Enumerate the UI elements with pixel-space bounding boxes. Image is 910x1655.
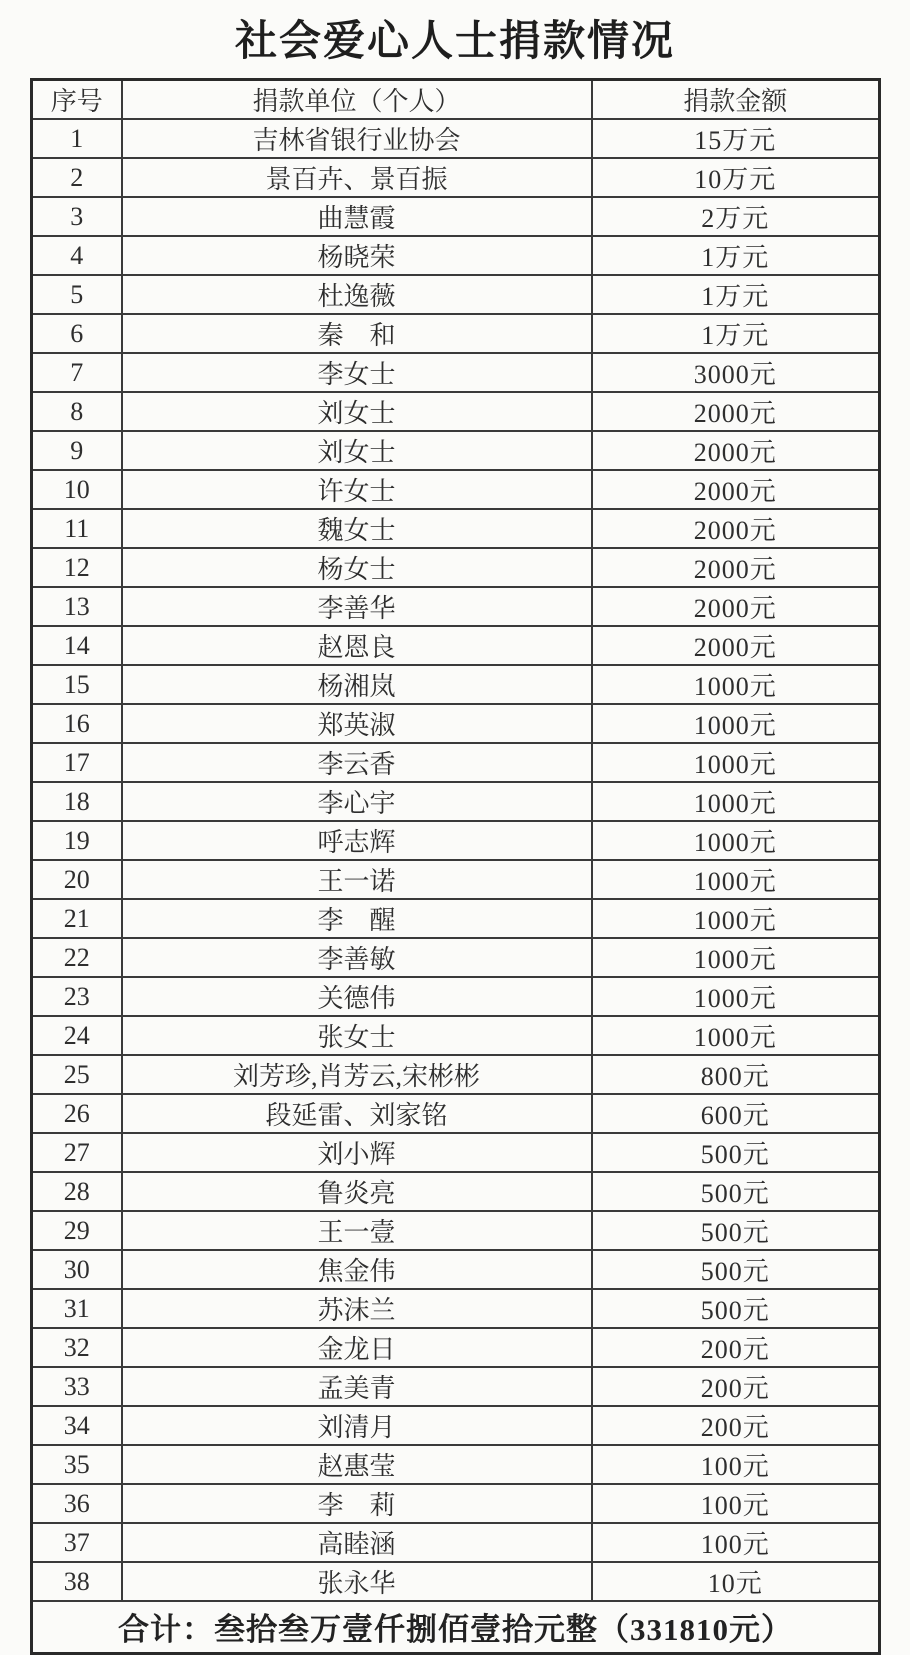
cell-donor: 王一诺	[122, 860, 592, 899]
cell-donor: 景百卉、景百振	[122, 158, 592, 197]
cell-serial-number: 31	[32, 1289, 122, 1328]
header-serial-number: 序号	[32, 80, 122, 120]
cell-serial-number: 20	[32, 860, 122, 899]
cell-donor: 杨湘岚	[122, 665, 592, 704]
table-row	[32, 1523, 880, 1562]
cell-donor: 魏女士	[122, 509, 592, 548]
cell-donor: 李云香	[122, 743, 592, 782]
cell-serial-number: 11	[32, 509, 122, 548]
cell-serial-number: 25	[32, 1055, 122, 1094]
cell-serial-number: 13	[32, 587, 122, 626]
table-row	[32, 1289, 880, 1328]
cell-donor: 张女士	[122, 1016, 592, 1055]
cell-serial-number: 9	[32, 431, 122, 470]
table-row	[32, 314, 880, 353]
cell-amount: 2000元	[592, 587, 880, 626]
cell-donor: 曲慧霞	[122, 197, 592, 236]
cell-serial-number: 5	[32, 275, 122, 314]
cell-serial-number: 1	[32, 119, 122, 158]
cell-donor: 吉林省银行业协会	[122, 119, 592, 158]
cell-amount: 3000元	[592, 353, 880, 392]
table-row	[32, 1133, 880, 1172]
cell-serial-number: 27	[32, 1133, 122, 1172]
cell-amount: 10元	[592, 1562, 880, 1601]
table-row	[32, 1406, 880, 1445]
table-row	[32, 1016, 880, 1055]
table-row	[32, 938, 880, 977]
cell-amount: 1000元	[592, 743, 880, 782]
cell-donor: 杨晓荣	[122, 236, 592, 275]
cell-amount: 1000元	[592, 821, 880, 860]
cell-donor: 张永华	[122, 1562, 592, 1601]
table-row	[32, 509, 880, 548]
cell-donor: 鲁炎亮	[122, 1172, 592, 1211]
cell-amount: 500元	[592, 1289, 880, 1328]
table-header-row	[32, 80, 880, 120]
cell-amount: 15万元	[592, 119, 880, 158]
cell-amount: 10万元	[592, 158, 880, 197]
table-row	[32, 743, 880, 782]
cell-amount: 500元	[592, 1211, 880, 1250]
cell-donor: 李善华	[122, 587, 592, 626]
cell-donor: 杨女士	[122, 548, 592, 587]
table-row	[32, 197, 880, 236]
cell-serial-number: 7	[32, 353, 122, 392]
cell-amount: 200元	[592, 1328, 880, 1367]
cell-donor: 段延雷、刘家铭	[122, 1094, 592, 1133]
cell-amount: 2万元	[592, 197, 880, 236]
table-row	[32, 1211, 880, 1250]
cell-donor: 苏沫兰	[122, 1289, 592, 1328]
cell-serial-number: 12	[32, 548, 122, 587]
table-row	[32, 353, 880, 392]
cell-donor: 秦 和	[122, 314, 592, 353]
cell-serial-number: 6	[32, 314, 122, 353]
cell-donor: 李女士	[122, 353, 592, 392]
cell-donor: 赵惠莹	[122, 1445, 592, 1484]
cell-donor: 许女士	[122, 470, 592, 509]
cell-amount: 500元	[592, 1172, 880, 1211]
table-row	[32, 1367, 880, 1406]
cell-serial-number: 16	[32, 704, 122, 743]
cell-amount: 2000元	[592, 509, 880, 548]
cell-amount: 1000元	[592, 704, 880, 743]
cell-serial-number: 26	[32, 1094, 122, 1133]
cell-amount: 1000元	[592, 1016, 880, 1055]
page-title: 社会爱心人士捐款情况	[234, 17, 675, 64]
cell-serial-number: 32	[32, 1328, 122, 1367]
table-row	[32, 275, 880, 314]
table-row	[32, 236, 880, 275]
cell-serial-number: 29	[32, 1211, 122, 1250]
table-row	[32, 977, 880, 1016]
table-row	[32, 1094, 880, 1133]
table-row	[32, 392, 880, 431]
cell-serial-number: 33	[32, 1367, 122, 1406]
cell-serial-number: 14	[32, 626, 122, 665]
cell-amount: 2000元	[592, 548, 880, 587]
cell-serial-number: 22	[32, 938, 122, 977]
cell-serial-number: 37	[32, 1523, 122, 1562]
table-row	[32, 431, 880, 470]
table-row	[32, 1172, 880, 1211]
cell-donor: 孟美青	[122, 1367, 592, 1406]
cell-amount: 1000元	[592, 860, 880, 899]
cell-donor: 呼志辉	[122, 821, 592, 860]
cell-serial-number: 8	[32, 392, 122, 431]
table-row	[32, 1445, 880, 1484]
cell-amount: 2000元	[592, 431, 880, 470]
table-body	[32, 119, 880, 1601]
cell-amount: 1万元	[592, 275, 880, 314]
table-row	[32, 1250, 880, 1289]
table-row	[32, 470, 880, 509]
cell-amount: 1000元	[592, 938, 880, 977]
table-row	[32, 1484, 880, 1523]
table-row	[32, 821, 880, 860]
cell-serial-number: 17	[32, 743, 122, 782]
cell-amount: 2000元	[592, 392, 880, 431]
table-row	[32, 665, 880, 704]
cell-serial-number: 36	[32, 1484, 122, 1523]
cell-serial-number: 34	[32, 1406, 122, 1445]
cell-amount: 800元	[592, 1055, 880, 1094]
cell-amount: 2000元	[592, 470, 880, 509]
cell-serial-number: 24	[32, 1016, 122, 1055]
cell-serial-number: 3	[32, 197, 122, 236]
cell-donor: 王一壹	[122, 1211, 592, 1250]
cell-amount: 500元	[592, 1133, 880, 1172]
cell-donor: 刘女士	[122, 392, 592, 431]
cell-donor: 郑英淑	[122, 704, 592, 743]
cell-donor: 高睦涵	[122, 1523, 592, 1562]
cell-amount: 2000元	[592, 626, 880, 665]
cell-donor: 金龙日	[122, 1328, 592, 1367]
table-row	[32, 548, 880, 587]
donation-table	[30, 78, 881, 1655]
cell-serial-number: 18	[32, 782, 122, 821]
table-row	[32, 860, 880, 899]
cell-donor: 焦金伟	[122, 1250, 592, 1289]
cell-serial-number: 30	[32, 1250, 122, 1289]
cell-serial-number: 21	[32, 899, 122, 938]
cell-amount: 100元	[592, 1523, 880, 1562]
cell-serial-number: 15	[32, 665, 122, 704]
table-row	[32, 899, 880, 938]
cell-amount: 200元	[592, 1406, 880, 1445]
cell-donor: 赵恩良	[122, 626, 592, 665]
cell-amount: 500元	[592, 1250, 880, 1289]
cell-amount: 200元	[592, 1367, 880, 1406]
cell-amount: 1000元	[592, 977, 880, 1016]
header-amount: 捐款金额	[592, 80, 880, 120]
cell-serial-number: 19	[32, 821, 122, 860]
cell-donor: 李 莉	[122, 1484, 592, 1523]
header-donor: 捐款单位（个人）	[122, 80, 592, 120]
cell-donor: 杜逸薇	[122, 275, 592, 314]
table-row	[32, 119, 880, 158]
cell-serial-number: 23	[32, 977, 122, 1016]
table-row	[32, 626, 880, 665]
table-row	[32, 782, 880, 821]
cell-amount: 100元	[592, 1484, 880, 1523]
cell-donor: 李善敏	[122, 938, 592, 977]
cell-donor: 刘清月	[122, 1406, 592, 1445]
cell-donor: 李心宇	[122, 782, 592, 821]
cell-amount: 1万元	[592, 314, 880, 353]
cell-donor: 刘女士	[122, 431, 592, 470]
cell-serial-number: 4	[32, 236, 122, 275]
cell-amount: 100元	[592, 1445, 880, 1484]
table-row	[32, 1562, 880, 1601]
cell-serial-number: 38	[32, 1562, 122, 1601]
cell-serial-number: 2	[32, 158, 122, 197]
table-row	[32, 158, 880, 197]
cell-amount: 1000元	[592, 665, 880, 704]
cell-amount: 1000元	[592, 782, 880, 821]
cell-donor: 关德伟	[122, 977, 592, 1016]
table-row	[32, 1328, 880, 1367]
total-row	[32, 1601, 880, 1653]
cell-serial-number: 10	[32, 470, 122, 509]
cell-amount: 1000元	[592, 899, 880, 938]
table-row	[32, 704, 880, 743]
table-row	[32, 587, 880, 626]
cell-serial-number: 35	[32, 1445, 122, 1484]
table-row	[32, 1055, 880, 1094]
cell-donor: 刘小辉	[122, 1133, 592, 1172]
cell-amount: 1万元	[592, 236, 880, 275]
cell-serial-number: 28	[32, 1172, 122, 1211]
cell-amount: 600元	[592, 1094, 880, 1133]
cell-donor: 李 醒	[122, 899, 592, 938]
cell-donor: 刘芳珍,肖芳云,宋彬彬	[122, 1055, 592, 1094]
total-label: 合计：叁拾叁万壹仟捌佰壹拾元整（331810元）	[32, 1601, 880, 1653]
